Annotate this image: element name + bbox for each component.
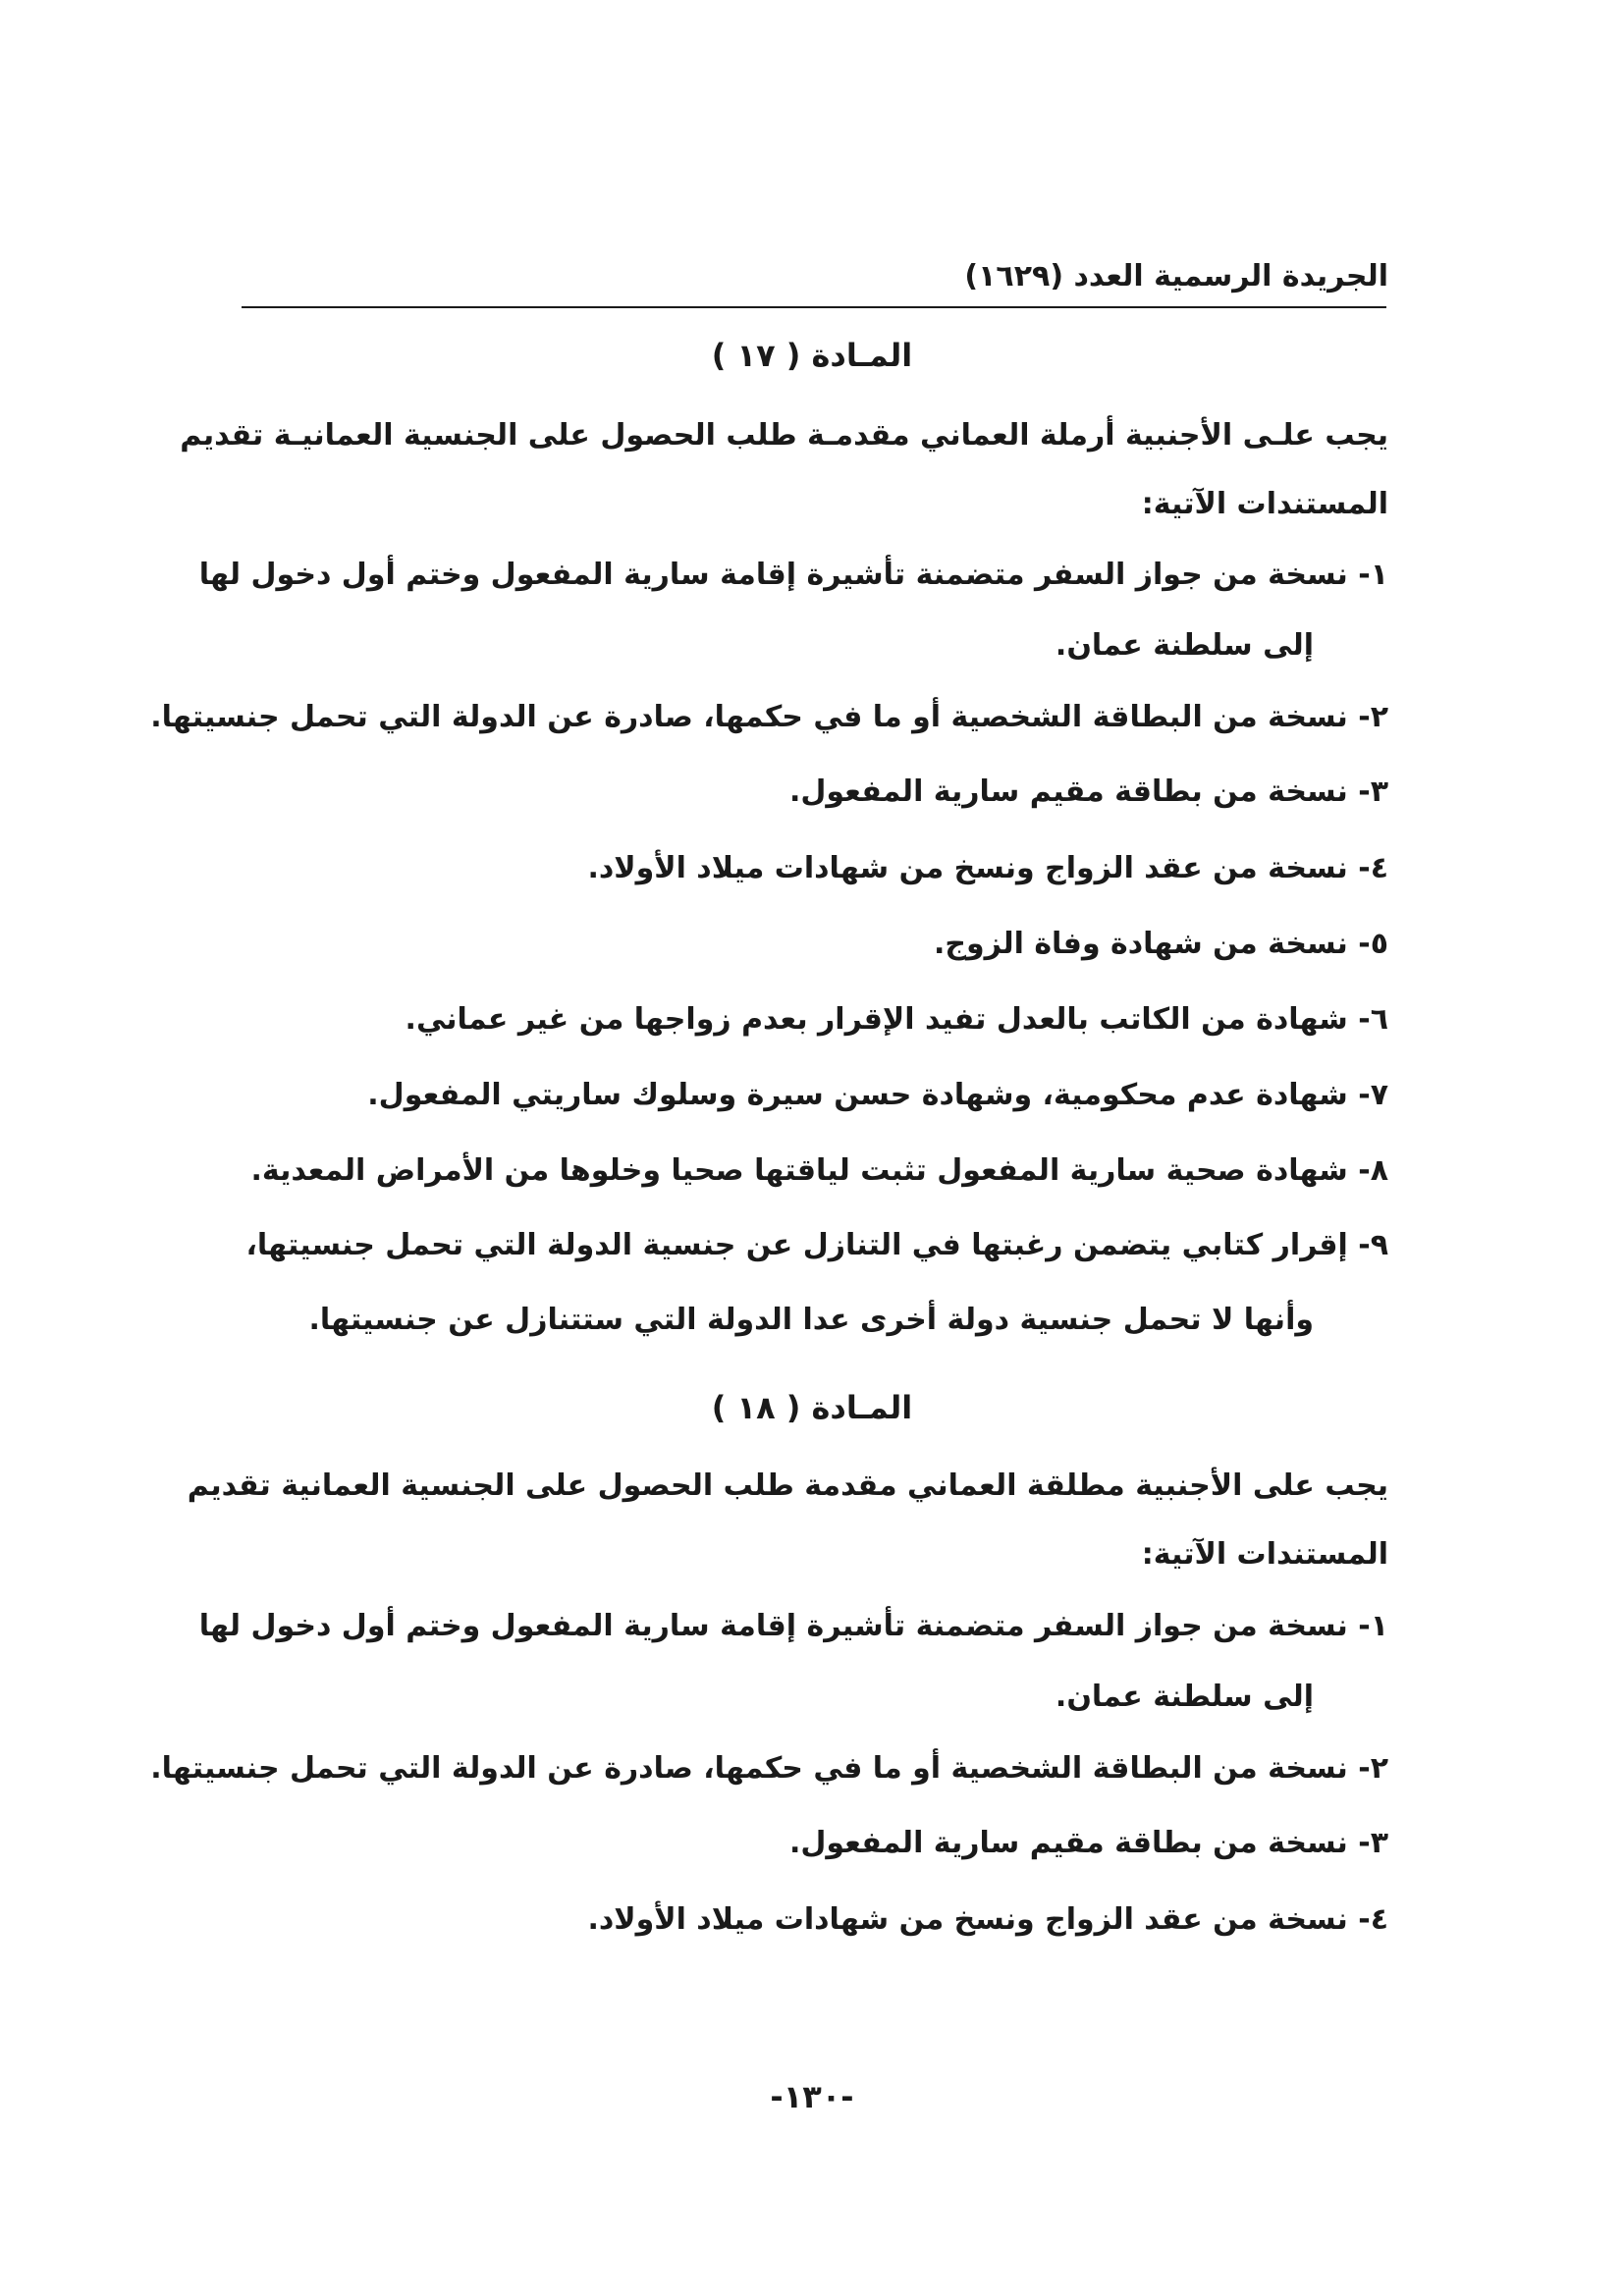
article-17-item-4: ٤- نسخة من عقد الزواج ونسخ من شهادات ميلاد الأولاد. [587,851,1388,885]
article-17-item-3: ٣- نسخة من بطاقة مقيم سارية المفعول. [788,774,1388,809]
article-18-item-1: ١- نسخة من جواز السفر متضمنة تأشيرة إقامة سارية المفعول وختم أول دخول لها [198,1609,1388,1643]
article-18-intro-line-1: يجب على الأجنبية مطلقة العماني مقدمة طلب الحصول على الجنسية العمانية تقديم [187,1468,1388,1503]
article-17-item-7: ٧- شهادة عدم محكومية، وشهادة حسن سيرة وسلوك ساريتي المفعول. [367,1078,1388,1112]
article-17-item-9: ٩- إقرار كتابي يتضمن رغبتها في التنازل عن جنسية الدولة التي تحمل جنسيتها، [245,1228,1388,1262]
article-18-item-2: ٢- نسخة من البطاقة الشخصية أو ما في حكمها، صادرة عن الدولة التي تحمل جنسيتها. [150,1751,1388,1786]
page-number: -١٣٠- [770,2078,854,2115]
article-17-item-5: ٥- نسخة من شهادة وفاة الزوج. [934,927,1388,961]
article-17-item-2: ٢- نسخة من البطاقة الشخصية أو ما في حكمها، صادرة عن الدولة التي تحمل جنسيتها. [150,700,1388,734]
article-17-item-1-continued: إلى سلطنة عمان. [1055,628,1314,663]
article-17-intro-line-1: يجب علـى الأجنبية أرملة العماني مقدمـة طلب الحصول على الجنسية العمانيـة تقديم [180,418,1388,453]
article-18-item-3: ٣- نسخة من بطاقة مقيم سارية المفعول. [788,1826,1388,1860]
article-18-item-1-continued: إلى سلطنة عمان. [1055,1680,1314,1714]
article-17-item-8: ٨- شهادة صحية سارية المفعول تثبت لياقتها صحيا وخلوها من الأمراض المعدية. [250,1153,1388,1188]
article-17-item-6: ٦- شهادة من الكاتب بالعدل تفيد الإقرار بعدم زواجها من غير عماني. [405,1002,1388,1037]
article-17-item-1: ١- نسخة من جواز السفر متضمنة تأشيرة إقامة سارية المفعول وختم أول دخول لها [198,558,1388,592]
article-17-item-9-continued: وأنها لا تحمل جنسية دولة أخرى عدا الدولة التي ستتنازل عن جنسيتها. [308,1303,1314,1337]
header-divider [242,306,1386,308]
running-header: الجريدة الرسمية العدد (١٦٢٩) [964,259,1388,294]
article-17-title: المـادة ( ١٧ ) [711,337,913,374]
article-18-intro-line-2: المستندات الآتية: [1141,1537,1388,1572]
article-17-intro-line-2: المستندات الآتية: [1141,487,1388,521]
article-18-title: المـادة ( ١٨ ) [711,1389,913,1426]
article-18-item-4: ٤- نسخة من عقد الزواج ونسخ من شهادات ميلاد الأولاد. [587,1902,1388,1937]
